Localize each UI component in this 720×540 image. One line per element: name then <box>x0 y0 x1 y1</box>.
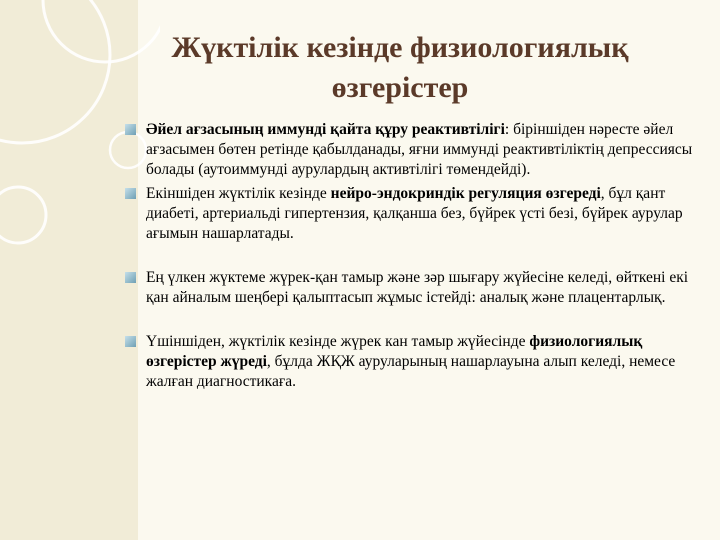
bullet-3-text: Ең үлкен жүктеме жүрек-қан тамыр жәнe зәр шығару жүйесіне келеді, өйткені екі қан айналым шеңбері қалыптасып жұмыс істейді: аналық және плацентарлық. <box>146 269 689 306</box>
bullet-square-icon <box>125 336 136 347</box>
bullet-2-text-start: Екіншіден жүктілік кезінде <box>146 185 331 202</box>
deco-circle-medium <box>43 0 160 62</box>
slide-title <box>150 28 650 108</box>
list-item <box>122 120 694 180</box>
bullet-2-bold: нейро-эндокриндік регуляция өзгереді <box>330 185 601 202</box>
bullet-square-icon <box>125 188 136 199</box>
bullet-2-text: , бұл қант диабеті, артериальді гипертензия, қалқанша без, бүйрек үсті безі, бүйрек аурулар ағымын нашарлатады. <box>146 185 683 242</box>
deco-circle-small <box>0 187 46 243</box>
bullet-4-text: , бұлда ЖҚЖ ауруларының нашарлауына алып келеді, немесе жалған диагностикаға. <box>146 353 676 390</box>
list-item <box>122 184 694 244</box>
bullet-1-text: : біріншіден нәресте әйел ағзасымен бөтен ретінде қабылданады, яғни иммунді реактивтіліктің депрессиясы болады (аутоиммунді аурулардың активтілігі төмендейді). <box>146 121 693 178</box>
deco-circle-large <box>0 0 110 143</box>
bullet-4-text-start: Үшіншіден, жүктілік кезінде жүрек кан тамыр жүйесінде <box>146 333 530 350</box>
bullet-square-icon <box>125 272 136 283</box>
list-item <box>122 332 694 392</box>
slide-title-line1: Жүктілік кезінде физиологиялық <box>171 31 629 64</box>
bullet-square-icon <box>125 124 136 135</box>
list-item <box>122 268 694 308</box>
bullet-1-bold: Әйел ағзасының иммунді қайта құру реактивтілігі <box>146 121 505 138</box>
slide-title-line2: өзгерістер <box>331 71 469 104</box>
bullet-4-bold: физиологиялық өзгерістер жүреді <box>146 333 643 370</box>
bullet-list <box>122 120 694 392</box>
